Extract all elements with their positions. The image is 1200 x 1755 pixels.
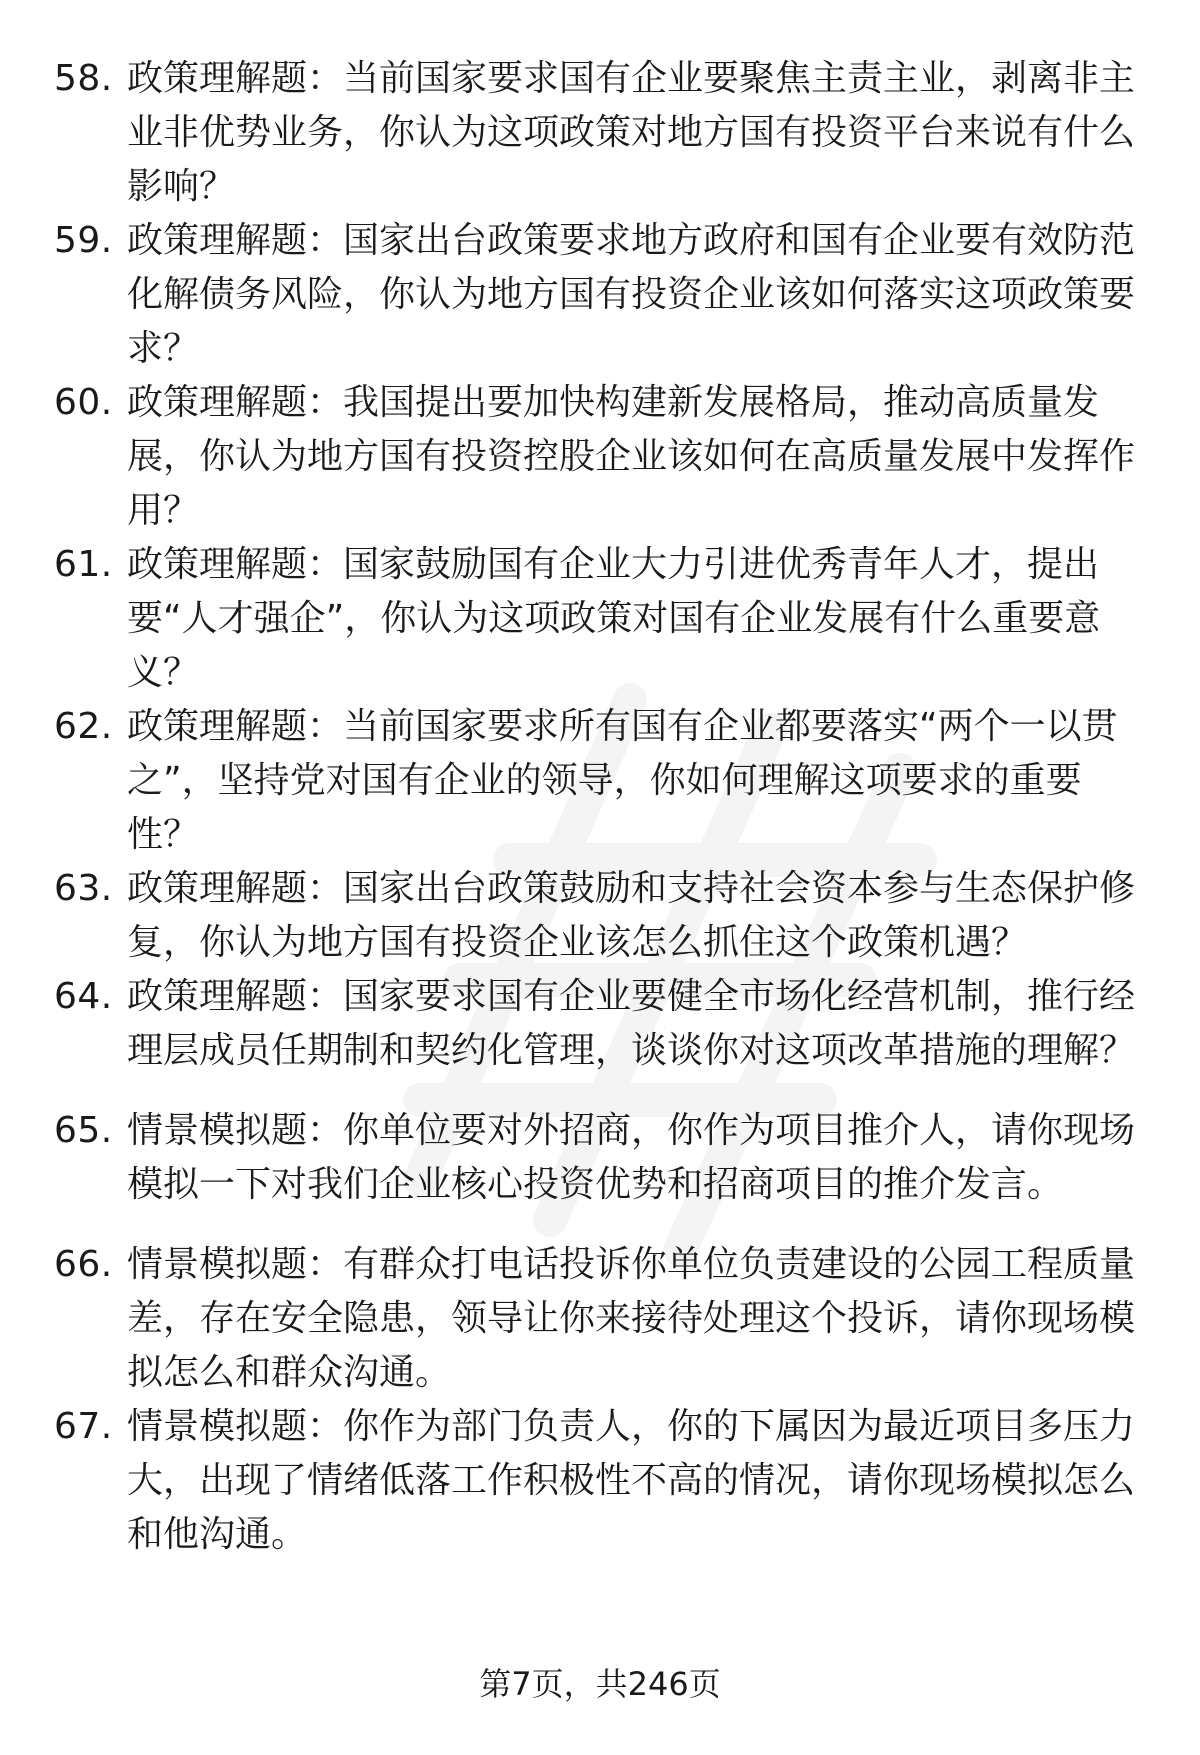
question-number: 60. xyxy=(54,382,113,423)
question-text-line: 情景模拟题：你作为部门负责人，你的下属因为最近项目多压力 xyxy=(127,1406,1136,1447)
question-text-line: 模拟一下对我们企业核心投资优势和招商项目的推介发言。 xyxy=(127,1164,1064,1205)
question-text-line: 政策理解题：国家鼓励国有企业大力引进优秀青年人才，提出 xyxy=(127,544,1100,585)
question-text-line: 政策理解题：当前国家要求所有国有企业都要落实“两个一以贯 xyxy=(127,706,1118,747)
page-number-footer: 第7页，共246页 xyxy=(479,1665,721,1703)
question-text-line: 情景模拟题：你单位要对外招商，你作为项目推介人，请你现场 xyxy=(127,1110,1136,1151)
question-text-line: 政策理解题：当前国家要求国有企业要聚焦主责主业，剥离非主 xyxy=(127,58,1136,99)
question-text-line: 影响？ xyxy=(127,166,236,207)
question-text-line: 政策理解题：国家出台政策鼓励和支持社会资本参与生态保护修 xyxy=(127,868,1136,909)
question-text-line: 用？ xyxy=(127,490,200,531)
question-number: 59. xyxy=(54,220,113,261)
question-text-line: 复，你认为地方国有投资企业该怎么抓住这个政策机遇？ xyxy=(127,922,1028,963)
question-text-line: 和他沟通。 xyxy=(127,1514,308,1555)
question-text-line: 业非优势业务，你认为这项政策对地方国有投资平台来说有什么 xyxy=(127,112,1136,153)
question-number: 61. xyxy=(54,544,113,585)
question-text-line: 义？ xyxy=(127,652,200,693)
question-text-line: 性？ xyxy=(127,814,200,855)
question-number: 64. xyxy=(54,976,113,1017)
question-number: 63. xyxy=(54,868,113,909)
question-text-line: 要“人才强企”，你认为这项政策对国有企业发展有什么重要意 xyxy=(127,598,1101,639)
question-text-line: 求？ xyxy=(127,328,200,369)
question-text-line: 情景模拟题：有群众打电话投诉你单位负责建设的公园工程质量 xyxy=(127,1244,1136,1285)
question-text-line: 大，出现了情绪低落工作积极性不高的情况，请你现场模拟怎么 xyxy=(127,1460,1136,1501)
question-text-line: 理层成员任期制和契约化管理，谈谈你对这项改革措施的理解？ xyxy=(127,1030,1136,1071)
question-text-line: 展，你认为地方国有投资控股企业该如何在高质量发展中发挥作 xyxy=(127,436,1136,477)
question-text-line: 政策理解题：国家要求国有企业要健全市场化经营机制，推行经 xyxy=(127,976,1136,1017)
question-number: 65. xyxy=(54,1110,113,1151)
question-number: 58. xyxy=(54,58,113,99)
question-text-line: 差，存在安全隐患，领导让你来接待处理这个投诉，请你现场模 xyxy=(127,1298,1136,1339)
question-text-line: 拟怎么和群众沟通。 xyxy=(127,1352,452,1393)
question-number: 66. xyxy=(54,1244,113,1285)
question-number: 67. xyxy=(54,1406,113,1447)
question-number: 62. xyxy=(54,706,113,747)
question-text-line: 政策理解题：国家出台政策要求地方政府和国有企业要有效防范 xyxy=(127,220,1136,261)
question-text-line: 化解债务风险，你认为地方国有投资企业该如何落实这项政策要 xyxy=(127,274,1136,315)
question-text-line: 政策理解题：我国提出要加快构建新发展格局，推动高质量发 xyxy=(127,382,1100,423)
question-text-line: 之”，坚持党对国有企业的领导，你如何理解这项要求的重要 xyxy=(127,760,1082,801)
